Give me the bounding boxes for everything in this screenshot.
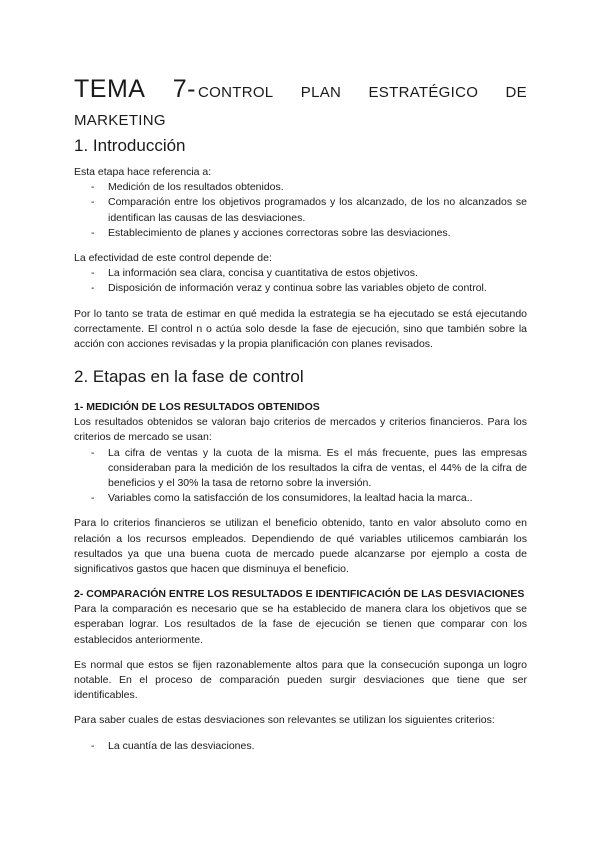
list-item: - Disposición de información veraz y continua sobre las variables objeto de control.	[91, 281, 527, 296]
list-item: - Medición de los resultados obtenidos.	[91, 180, 527, 195]
list-item: - La información sea clara, concisa y cuantitativa de estos objetivos.	[91, 266, 527, 281]
intro-list	[74, 180, 527, 241]
title-word-de: DE	[505, 84, 527, 101]
title-prefix: TEMA	[74, 75, 146, 103]
subsection-heading-2: 2- COMPARACIÓN ENTRE LOS RESULTADOS E IDENTIFICACIÓN DE LAS DESVIACIONES	[74, 588, 525, 601]
document-title	[74, 74, 527, 108]
sub2-paragraph-2: Es normal que estos se fijen razonablemente altos para que la consecución suponga un logro notable. En el proceso de comparación pueden surgir desviaciones que tiene que ser identificables.	[74, 658, 527, 702]
intro-lead: Esta etapa hace referencia a:	[74, 166, 212, 178]
title-word-plan: PLAN	[300, 84, 342, 101]
list-item: - La cuantía de las desviaciones.	[91, 739, 527, 754]
sub1-paragraph-1: Los resultados obtenidos se valoran bajo criterios de mercados y criterios financieros. Para los criterios de mercado se usan:	[74, 416, 527, 444]
title-group	[173, 74, 274, 108]
sub2-list	[74, 739, 527, 754]
sub1-paragraph-2: Para lo criterios financieros se utilizan el beneficio obtenido, tanto en valor absoluto como en relación a los recursos empleados. Dependiendo de qué variables utilicemos cambiarán los resultados ya que una buena cuota de mercado puede alcanzarse por ejemplo a costa de significativos gastos que hacen que disminuya el beneficio.	[74, 517, 527, 576]
intro-list-2	[74, 266, 527, 296]
list-item: - Variables como la satisfacción de los consumidores, la lealtad hacia la marca..	[91, 491, 527, 506]
list-item: - Establecimiento de planes y acciones correctoras sobre las desviaciones.	[91, 226, 527, 241]
sub1-list	[74, 446, 527, 507]
intro-closing-paragraph: Por lo tanto se trata de estimar en qué medida la estrategia se ha ejecutado se está ejecutando correctamente. El control n o actúa solo desde la fase de ejecución, sino que también sobre la acción con acciones revisadas y la propia planificación con planes revisados.	[74, 307, 527, 351]
title-word-control: CONTROL	[198, 84, 274, 101]
section-heading-intro: 1. Introducción	[74, 136, 186, 155]
section-heading-stages: 2. Etapas en la fase de control	[74, 367, 304, 387]
sub2-paragraph-1: Para la comparación es necesario que se ha establecido de manera clara los objetivos que se esperaban lograr. Los resultados de la fase de ejecución se tienen que comparar con los establecidos anteriormente.	[74, 603, 527, 646]
title-number: 7-	[172, 75, 197, 103]
list-item: - Comparación entre los objetivos programados y los alcanzado, de los no alcanzados se identifican las causas de las desviaciones.	[91, 195, 527, 225]
sub2-paragraph-3: Para saber cuales de estas desviaciones son relevantes se utilizan los siguientes criterios:	[74, 714, 495, 727]
title-continuation: MARKETING	[74, 112, 166, 129]
title-word-estrategico: ESTRATÉGICO	[368, 84, 479, 101]
intro-lead-2: La efectividad de este control depende de:	[74, 252, 272, 265]
list-item: - La cifra de ventas y la cuota de la misma. Es el más frecuente, pues las empresas consideraban para la medición de los resultados la cifra de ventas, el 44% de la cifra de beneficios y el 30% la tasa de retorno sobre la inversión.	[91, 446, 527, 492]
subsection-heading-1: 1- MEDICIÓN DE LOS RESULTADOS OBTENIDOS	[74, 401, 320, 414]
